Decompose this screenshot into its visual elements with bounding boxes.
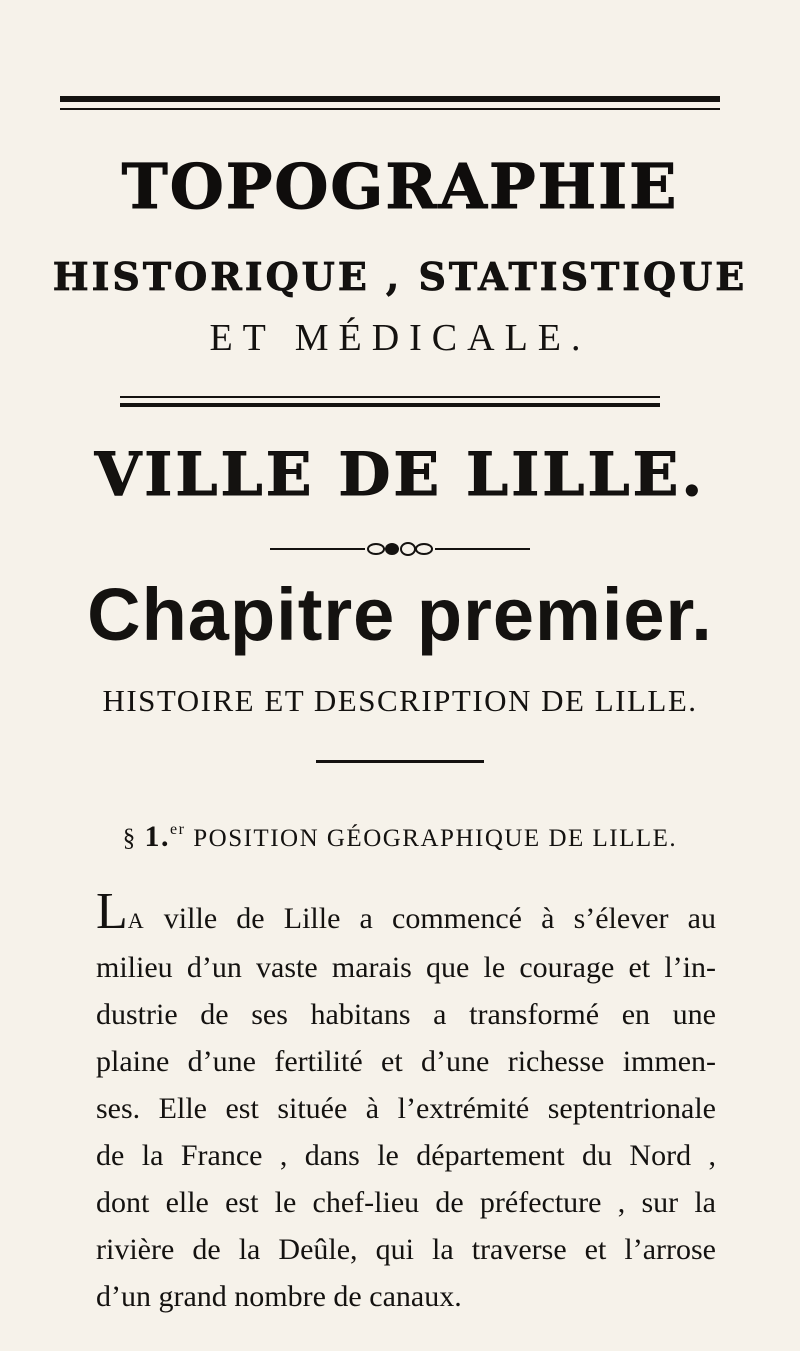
section-mark: § (122, 825, 137, 852)
body-line: dont elle est le chef-lieu de préfecture , sur la (96, 1186, 716, 1219)
middle-thin-rule (120, 396, 660, 398)
section-title: POSITION GÉOGRAPHIQUE DE LILLE. (193, 825, 678, 852)
top-thick-rule (60, 96, 720, 102)
chapter-subtitle: HISTOIRE ET DESCRIPTION DE LILLE. (102, 683, 698, 718)
chapter-title: Chapitre premier. (87, 573, 713, 656)
section-number: 1. (144, 820, 171, 853)
body-line: plaine d’une fertilité et d’une richesse immen- (96, 1045, 716, 1078)
main-subtitle: HISTORIQUE , STATISTIQUE (52, 254, 748, 299)
body-line (96, 883, 716, 944)
drop-cap: L (96, 883, 128, 940)
body-line: dustrie de ses habitans a transformé en une (96, 998, 716, 1031)
city-title: VILLE DE LILLE. (94, 440, 706, 510)
main-title: TOPOGRAPHIE (121, 150, 679, 223)
small-caps-lead: A (127, 908, 145, 933)
top-thin-rule (60, 108, 720, 110)
body-paragraph (96, 883, 716, 1320)
section-heading (0, 820, 800, 854)
body-line: ses. Elle est située à l’extrémité septentrionale (96, 1092, 716, 1125)
middle-thick-rule (120, 403, 660, 407)
main-subtitle-medicale: ET MÉDICALE. (209, 317, 591, 359)
body-line: milieu d’un vaste marais que le courage et l’in- (96, 951, 716, 984)
section-number-sup: er (170, 821, 186, 838)
first-line-text: ville de Lille a commencé à s’élever au (144, 902, 716, 935)
ornament-divider-icon (270, 542, 530, 556)
body-line: rivière de la Deûle, qui la traverse et l’arrose (96, 1233, 716, 1266)
body-line: de la France , dans le département du Nord , (96, 1139, 716, 1172)
small-rule (316, 760, 484, 763)
body-line-last: d’un grand nombre de canaux. (96, 1280, 462, 1313)
